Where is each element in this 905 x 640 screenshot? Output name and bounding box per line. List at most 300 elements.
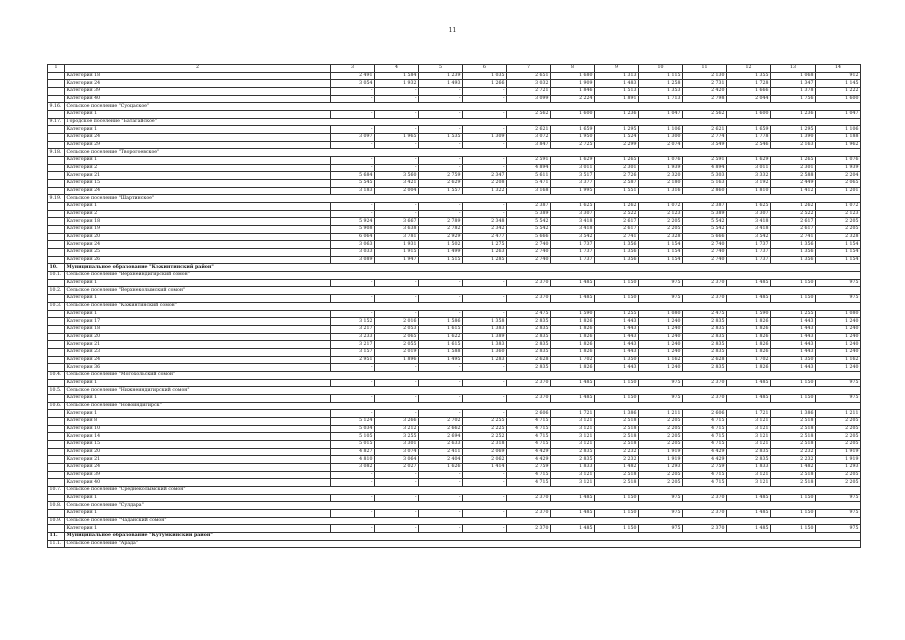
table-row bbox=[48, 233, 861, 241]
value-cell: 5 105 bbox=[331, 433, 375, 441]
value-cell: 2 205 bbox=[816, 417, 861, 425]
value-cell: 3 212 bbox=[375, 425, 419, 433]
value-cell: 1 826 bbox=[551, 348, 595, 356]
value-cell: 1 485 bbox=[727, 494, 771, 502]
value-cell: 4 429 bbox=[683, 456, 727, 464]
value-cell: 5 542 bbox=[683, 226, 727, 234]
row-number bbox=[48, 440, 65, 448]
value-cell: 4 715 bbox=[683, 417, 727, 425]
value-cell: 975 bbox=[816, 525, 861, 533]
row-label: Категория 15 bbox=[65, 180, 331, 188]
section-row bbox=[48, 287, 861, 295]
value-cell: 1 154 bbox=[816, 241, 861, 249]
section-title: Сельское поселение "Творогоевское" bbox=[65, 149, 861, 157]
value-cell: 1 629 bbox=[551, 157, 595, 165]
row-label: Категория 36 bbox=[65, 364, 331, 372]
row-label: Категория 20 bbox=[65, 333, 331, 341]
table-row bbox=[48, 249, 861, 257]
table-row bbox=[48, 141, 861, 149]
value-cell: 3 097 bbox=[331, 134, 375, 142]
value-cell: 1 162 bbox=[816, 356, 861, 364]
value-cell: 1 551 bbox=[595, 187, 639, 195]
value-cell: 1 680 bbox=[551, 72, 595, 80]
value-cell: 1 154 bbox=[639, 256, 683, 264]
value-cell: 2 740 bbox=[507, 249, 551, 257]
value-cell: - bbox=[375, 279, 419, 287]
column-header: 12 bbox=[727, 65, 771, 73]
value-cell: 1 586 bbox=[419, 318, 463, 326]
value-cell: - bbox=[331, 164, 375, 172]
row-label: Категория 1 bbox=[65, 310, 331, 318]
value-cell: 5 542 bbox=[683, 218, 727, 226]
section-title: Городское поселение "Батагайское" bbox=[65, 118, 861, 126]
value-cell: 4 715 bbox=[507, 471, 551, 479]
value-cell: 5 124 bbox=[331, 417, 375, 425]
value-cell: 3 233 bbox=[331, 333, 375, 341]
value-cell: 1 236 bbox=[595, 111, 639, 119]
row-label: Категория 24 bbox=[65, 187, 331, 195]
value-cell: 1 386 bbox=[771, 410, 816, 418]
value-cell: 3 667 bbox=[375, 218, 419, 226]
table-header-row bbox=[48, 65, 861, 73]
value-cell: 4 715 bbox=[507, 417, 551, 425]
table-row bbox=[48, 218, 861, 226]
value-cell: - bbox=[419, 279, 463, 287]
value-cell: 2 835 bbox=[683, 318, 727, 326]
value-cell: 3 255 bbox=[375, 433, 419, 441]
row-label: Категория 1 bbox=[65, 494, 331, 502]
value-cell: 3 121 bbox=[727, 425, 771, 433]
value-cell: 3 266 bbox=[375, 417, 419, 425]
value-cell: 1 625 bbox=[551, 203, 595, 211]
row-number bbox=[48, 256, 65, 264]
value-cell: - bbox=[419, 379, 463, 387]
value-cell: 4 715 bbox=[683, 479, 727, 487]
value-cell: 1 939 bbox=[639, 164, 683, 172]
value-cell: - bbox=[419, 295, 463, 303]
value-cell: - bbox=[375, 471, 419, 479]
table-row bbox=[48, 134, 861, 142]
value-cell: 2 370 bbox=[683, 394, 727, 402]
value-cell: - bbox=[375, 88, 419, 96]
value-cell: 1 076 bbox=[816, 157, 861, 165]
value-cell: 1 515 bbox=[419, 256, 463, 264]
row-number bbox=[48, 72, 65, 80]
table-row bbox=[48, 379, 861, 387]
page-number: 11 bbox=[448, 27, 457, 34]
row-label: Категория 1 bbox=[65, 394, 331, 402]
value-cell: 2 702 bbox=[419, 417, 463, 425]
value-cell: 1 826 bbox=[727, 364, 771, 372]
value-cell: 2 591 bbox=[683, 157, 727, 165]
value-cell: 3 183 bbox=[331, 187, 375, 195]
value-cell: - bbox=[331, 111, 375, 119]
value-cell: 1 309 bbox=[463, 134, 507, 142]
value-cell: - bbox=[463, 203, 507, 211]
table-row bbox=[48, 241, 861, 249]
value-cell: 1 240 bbox=[639, 325, 683, 333]
value-cell: 3 033 bbox=[331, 249, 375, 257]
value-cell: 2 835 bbox=[507, 318, 551, 326]
value-cell: - bbox=[331, 310, 375, 318]
value-cell: 2 299 bbox=[595, 141, 639, 149]
value-cell: 1 826 bbox=[551, 333, 595, 341]
value-cell: 2 053 bbox=[375, 325, 419, 333]
table-row bbox=[48, 479, 861, 487]
value-cell: 1 150 bbox=[595, 279, 639, 287]
value-cell: - bbox=[375, 203, 419, 211]
value-cell: 1 356 bbox=[771, 256, 816, 264]
row-number bbox=[48, 226, 65, 234]
row-label: Категория 24 bbox=[65, 80, 331, 88]
value-cell: 2 518 bbox=[771, 433, 816, 441]
value-cell: 975 bbox=[816, 394, 861, 402]
row-label: Категория 19 bbox=[65, 226, 331, 234]
value-cell: 2 522 bbox=[771, 210, 816, 218]
value-cell: - bbox=[331, 410, 375, 418]
value-cell: 4 715 bbox=[507, 433, 551, 441]
value-cell: 1 896 bbox=[375, 356, 419, 364]
value-cell: 1 154 bbox=[639, 249, 683, 257]
value-cell: 2 180 bbox=[639, 180, 683, 188]
value-cell: - bbox=[419, 494, 463, 502]
value-cell: 2 606 bbox=[507, 410, 551, 418]
section-row bbox=[48, 540, 861, 548]
row-number bbox=[48, 80, 65, 88]
value-cell: 1 485 bbox=[551, 379, 595, 387]
value-cell: - bbox=[375, 364, 419, 372]
value-cell: 1 295 bbox=[771, 126, 816, 134]
value-cell: 2 370 bbox=[683, 279, 727, 287]
value-cell: - bbox=[331, 471, 375, 479]
row-label: Категория 1 bbox=[65, 126, 331, 134]
row-number bbox=[48, 494, 65, 502]
row-number bbox=[48, 356, 65, 364]
value-cell: 2 342 bbox=[463, 226, 507, 234]
table-row bbox=[48, 256, 861, 264]
row-number: 10.6. bbox=[48, 402, 65, 410]
value-cell: 975 bbox=[639, 394, 683, 402]
value-cell: 1 154 bbox=[816, 256, 861, 264]
value-cell: - bbox=[463, 471, 507, 479]
column-header: 6 bbox=[463, 65, 507, 73]
row-number bbox=[48, 295, 65, 303]
value-cell: - bbox=[375, 95, 419, 103]
section-row bbox=[48, 502, 861, 510]
value-cell: 1 615 bbox=[419, 341, 463, 349]
value-cell: 1 737 bbox=[551, 249, 595, 257]
value-cell: 1 356 bbox=[595, 256, 639, 264]
value-cell: 2 518 bbox=[595, 440, 639, 448]
value-cell: 2 205 bbox=[816, 471, 861, 479]
value-cell: 1 347 bbox=[771, 80, 816, 88]
value-cell: 3 054 bbox=[331, 80, 375, 88]
value-cell: 2 617 bbox=[771, 218, 816, 226]
value-cell: 1 588 bbox=[419, 348, 463, 356]
value-cell: 2 205 bbox=[816, 226, 861, 234]
value-cell: 2 205 bbox=[816, 479, 861, 487]
value-cell: 1 659 bbox=[551, 126, 595, 134]
value-cell: 1 833 bbox=[727, 463, 771, 471]
value-cell: 1 188 bbox=[816, 134, 861, 142]
value-cell: 3 301 bbox=[375, 440, 419, 448]
value-cell: 1 293 bbox=[639, 463, 683, 471]
value-cell: 2 518 bbox=[595, 471, 639, 479]
row-number bbox=[48, 310, 65, 318]
value-cell: 1 965 bbox=[375, 134, 419, 142]
value-cell: 1 383 bbox=[463, 325, 507, 333]
table-row bbox=[48, 456, 861, 464]
value-cell: - bbox=[463, 95, 507, 103]
value-cell: 1 846 bbox=[551, 88, 595, 96]
value-cell: 2 835 bbox=[683, 348, 727, 356]
table-row bbox=[48, 417, 861, 425]
value-cell: - bbox=[375, 509, 419, 517]
value-cell: 2 629 bbox=[419, 180, 463, 188]
row-label: Категория 1 bbox=[65, 111, 331, 119]
value-cell: 1 258 bbox=[639, 80, 683, 88]
value-cell: 2 835 bbox=[507, 364, 551, 372]
value-cell: 1 265 bbox=[595, 157, 639, 165]
value-cell: 3 377 bbox=[551, 180, 595, 188]
row-number bbox=[48, 448, 65, 456]
value-cell: 1 068 bbox=[771, 72, 816, 80]
section-title: Сельское поселение "Новоиндигирск" bbox=[65, 402, 861, 410]
value-cell: 3 847 bbox=[507, 141, 551, 149]
value-cell: 3 063 bbox=[331, 241, 375, 249]
value-cell: 1 485 bbox=[551, 525, 595, 533]
row-number bbox=[48, 379, 65, 387]
value-cell: 1 239 bbox=[419, 72, 463, 80]
value-cell: 4 429 bbox=[507, 456, 551, 464]
value-cell: 1 047 bbox=[639, 111, 683, 119]
row-label: Категория 26 bbox=[65, 256, 331, 264]
value-cell: 1 240 bbox=[639, 333, 683, 341]
value-cell: 2 370 bbox=[683, 295, 727, 303]
value-cell: 1 535 bbox=[419, 134, 463, 142]
value-cell: 2 694 bbox=[419, 433, 463, 441]
value-cell: 2 044 bbox=[727, 95, 771, 103]
row-number bbox=[48, 325, 65, 333]
value-cell: 1 150 bbox=[595, 494, 639, 502]
value-cell: 3 157 bbox=[331, 348, 375, 356]
table-row bbox=[48, 72, 861, 80]
value-cell: 1 275 bbox=[463, 241, 507, 249]
section-title: Сельское поселение "Сулдара" bbox=[65, 502, 861, 510]
value-cell: 1 931 bbox=[375, 241, 419, 249]
value-cell: 2 387 bbox=[507, 203, 551, 211]
value-cell: 1 524 bbox=[595, 134, 639, 142]
row-label: Категория 39 bbox=[65, 88, 331, 96]
value-cell: 1 240 bbox=[639, 348, 683, 356]
value-cell: 2 518 bbox=[771, 440, 816, 448]
value-cell: 1 826 bbox=[551, 325, 595, 333]
value-cell: 2 370 bbox=[683, 379, 727, 387]
row-number bbox=[48, 95, 65, 103]
column-header: 10 bbox=[639, 65, 683, 73]
value-cell: 2 835 bbox=[683, 341, 727, 349]
value-cell: - bbox=[419, 210, 463, 218]
value-cell: 3 121 bbox=[727, 433, 771, 441]
value-cell: - bbox=[375, 157, 419, 165]
value-cell: 2 789 bbox=[419, 218, 463, 226]
value-cell: 975 bbox=[816, 279, 861, 287]
value-cell: 2 741 bbox=[771, 233, 816, 241]
value-cell: 975 bbox=[639, 509, 683, 517]
value-cell: 2 232 bbox=[771, 448, 816, 456]
value-cell: 1 810 bbox=[727, 187, 771, 195]
value-cell: 2 370 bbox=[683, 525, 727, 533]
row-number bbox=[48, 479, 65, 487]
value-cell: 3 421 bbox=[375, 180, 419, 188]
section-row bbox=[48, 302, 861, 310]
value-cell: 2 929 bbox=[419, 233, 463, 241]
value-cell: 2 205 bbox=[639, 440, 683, 448]
value-cell: 2 301 bbox=[771, 164, 816, 172]
value-cell: 1 356 bbox=[771, 249, 816, 257]
table-row bbox=[48, 318, 861, 326]
value-cell: 1 076 bbox=[639, 157, 683, 165]
value-cell: - bbox=[331, 95, 375, 103]
row-label: Категория 25 bbox=[65, 249, 331, 257]
row-number bbox=[48, 218, 65, 226]
value-cell: 1 283 bbox=[463, 356, 507, 364]
value-cell: - bbox=[375, 410, 419, 418]
row-number bbox=[48, 417, 65, 425]
value-cell: 3 217 bbox=[331, 341, 375, 349]
value-cell: 975 bbox=[816, 295, 861, 303]
value-cell: 5 666 bbox=[507, 233, 551, 241]
value-cell: - bbox=[419, 479, 463, 487]
value-cell: 1 939 bbox=[816, 164, 861, 172]
value-cell: - bbox=[331, 509, 375, 517]
value-cell: 1 483 bbox=[595, 80, 639, 88]
value-cell: 3 418 bbox=[551, 226, 595, 234]
value-cell: 2 232 bbox=[595, 448, 639, 456]
value-cell: - bbox=[331, 126, 375, 134]
table-row bbox=[48, 226, 861, 234]
tariff-table bbox=[47, 64, 861, 548]
value-cell: 1 666 bbox=[727, 88, 771, 96]
row-label: Категория 18 bbox=[65, 218, 331, 226]
row-label: Категория 18 bbox=[65, 325, 331, 333]
value-cell: 2 232 bbox=[771, 456, 816, 464]
value-cell: 1 919 bbox=[639, 456, 683, 464]
value-cell: 1 443 bbox=[771, 364, 816, 372]
row-number bbox=[48, 157, 65, 165]
value-cell: 1 236 bbox=[771, 111, 816, 119]
value-cell: 2 617 bbox=[771, 226, 816, 234]
value-cell: 3 418 bbox=[727, 218, 771, 226]
table-row bbox=[48, 111, 861, 119]
value-cell: 2 208 bbox=[463, 180, 507, 188]
row-number: 9.18. bbox=[48, 149, 65, 157]
value-cell: 1 389 bbox=[463, 333, 507, 341]
value-cell: - bbox=[331, 210, 375, 218]
value-cell: 3 560 bbox=[375, 172, 419, 180]
value-cell: - bbox=[463, 164, 507, 172]
row-label: Категория 24 bbox=[65, 134, 331, 142]
value-cell: - bbox=[463, 210, 507, 218]
value-cell: 5 303 bbox=[683, 172, 727, 180]
value-cell: 912 bbox=[816, 72, 861, 80]
table-row bbox=[48, 333, 861, 341]
value-cell: 1 145 bbox=[816, 80, 861, 88]
column-header: 4 bbox=[375, 65, 419, 73]
value-cell: 1 826 bbox=[727, 333, 771, 341]
value-cell: 1 360 bbox=[463, 348, 507, 356]
value-cell: 1 383 bbox=[463, 341, 507, 349]
section-row bbox=[48, 387, 861, 395]
value-cell: 2 835 bbox=[683, 333, 727, 341]
value-cell: 1 600 bbox=[727, 111, 771, 119]
value-cell: 1 513 bbox=[595, 88, 639, 96]
column-header: 3 bbox=[331, 65, 375, 73]
value-cell: 1 443 bbox=[595, 325, 639, 333]
row-number: 10.3. bbox=[48, 302, 65, 310]
value-cell: 4 715 bbox=[683, 471, 727, 479]
value-cell: 1 702 bbox=[727, 356, 771, 364]
value-cell: 1 150 bbox=[595, 509, 639, 517]
row-number bbox=[48, 203, 65, 211]
value-cell: 1 080 bbox=[639, 310, 683, 318]
table-row bbox=[48, 348, 861, 356]
value-cell: 2 328 bbox=[639, 233, 683, 241]
value-cell: 2 016 bbox=[375, 318, 419, 326]
value-cell: 2 205 bbox=[639, 433, 683, 441]
column-header: 9 bbox=[595, 65, 639, 73]
row-number bbox=[48, 348, 65, 356]
value-cell: - bbox=[463, 141, 507, 149]
value-cell: 1 737 bbox=[551, 241, 595, 249]
row-number bbox=[48, 471, 65, 479]
value-cell: 2 370 bbox=[507, 525, 551, 533]
value-cell: 1 322 bbox=[463, 187, 507, 195]
value-cell: 2 348 bbox=[463, 218, 507, 226]
value-cell: - bbox=[375, 379, 419, 387]
value-cell: 2 411 bbox=[419, 448, 463, 456]
value-cell: 2 205 bbox=[816, 218, 861, 226]
value-cell: - bbox=[419, 157, 463, 165]
row-label: Категория 1 bbox=[65, 157, 331, 165]
value-cell: 1 485 bbox=[551, 279, 595, 287]
table-row bbox=[48, 471, 861, 479]
table-row bbox=[48, 448, 861, 456]
value-cell: 1 443 bbox=[771, 341, 816, 349]
value-cell: 2 522 bbox=[595, 210, 639, 218]
value-cell: 1 915 bbox=[375, 249, 419, 257]
row-label: Категория 24 bbox=[65, 356, 331, 364]
value-cell: - bbox=[331, 88, 375, 96]
value-cell: 2 518 bbox=[595, 425, 639, 433]
value-cell: 2 370 bbox=[507, 279, 551, 287]
value-cell: 2 204 bbox=[816, 172, 861, 180]
value-cell: 3 542 bbox=[551, 233, 595, 241]
value-cell: 4 715 bbox=[507, 440, 551, 448]
row-number bbox=[48, 241, 65, 249]
value-cell: 2 205 bbox=[639, 479, 683, 487]
value-cell: - bbox=[331, 525, 375, 533]
value-cell: 5 924 bbox=[331, 218, 375, 226]
column-header: 2 bbox=[65, 65, 331, 73]
value-cell: 2 205 bbox=[816, 425, 861, 433]
value-cell: 1 826 bbox=[551, 364, 595, 372]
value-cell: 1 355 bbox=[727, 72, 771, 80]
section-title: Сельское поселение "Арада" bbox=[65, 540, 861, 548]
value-cell: 1 615 bbox=[419, 325, 463, 333]
value-cell: 1 072 bbox=[639, 203, 683, 211]
value-cell: 1 600 bbox=[816, 95, 861, 103]
